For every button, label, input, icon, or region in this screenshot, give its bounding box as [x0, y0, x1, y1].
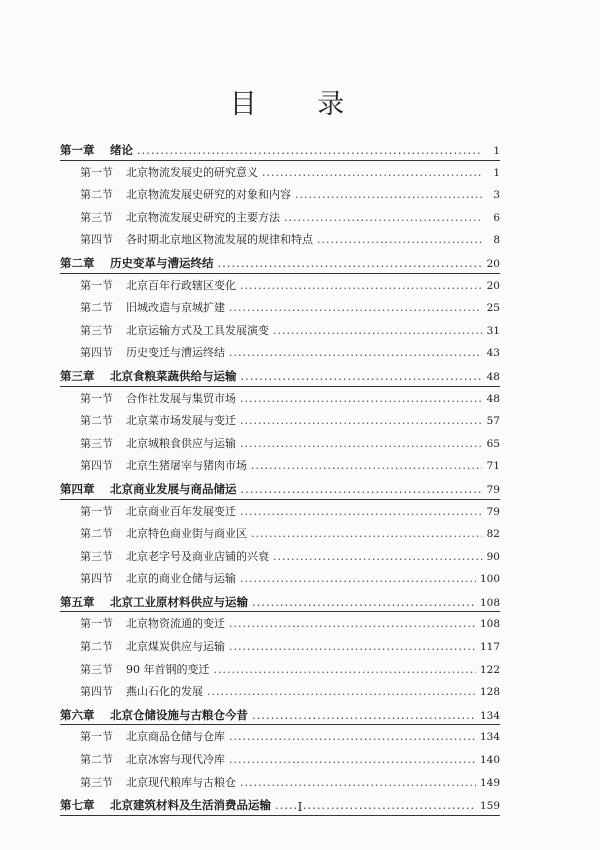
dot-leader [240, 275, 482, 298]
toc-section[interactable] [60, 455, 500, 478]
dot-leader [229, 636, 476, 659]
toc-entry-title: 北京物流发展史的研究意义 [126, 165, 258, 179]
toc-section[interactable] [60, 501, 500, 524]
toc-entry-page: 122 [479, 663, 500, 676]
toc-entry-label: 第二节 [80, 301, 113, 315]
toc-entry-page: 159 [479, 800, 500, 813]
toc-entry-label: 第四节 [80, 233, 113, 247]
toc-section[interactable] [60, 275, 500, 298]
dot-leader [252, 591, 476, 614]
page-number: I [297, 800, 303, 814]
toc-entry-title: 北京煤炭供应与运输 [126, 640, 225, 654]
toc-section[interactable] [60, 297, 500, 320]
toc-entry-label: 第二节 [80, 414, 113, 428]
toc-entry-title: 旧城改造与京城扩建 [126, 301, 225, 315]
toc-entry-page: 43 [486, 347, 500, 360]
toc-entry-label: 第二章 [60, 255, 95, 270]
toc-entry-label: 第七章 [60, 798, 95, 813]
toc-chapter[interactable] [60, 704, 500, 727]
dot-leader [284, 207, 482, 230]
toc-entry-title: 北京工业原材料供应与运输 [110, 594, 248, 609]
chapter-underline [60, 815, 500, 816]
toc-section[interactable] [60, 433, 500, 456]
toc-section[interactable] [60, 388, 500, 411]
dot-leader [229, 297, 482, 320]
toc-entry-label: 第三章 [60, 368, 95, 383]
toc-entry-title: 绪论 [110, 143, 133, 157]
toc-entry-title: 历史变迁与漕运终结 [126, 346, 225, 360]
toc-entry-title: 北京特色商业街与商业区 [126, 527, 247, 541]
toc-entry-title: 北京的商业仓储与运输 [126, 572, 236, 586]
dot-leader [240, 501, 482, 524]
chapter-underline [60, 273, 500, 274]
toc-entry-page: 128 [479, 686, 500, 699]
toc-entry-page: 149 [479, 776, 500, 789]
toc-entry-page: 31 [486, 324, 500, 337]
toc-entry-label: 第一节 [80, 391, 113, 405]
toc-section[interactable] [60, 546, 500, 569]
table-of-contents [60, 139, 500, 817]
toc-entry-page: 108 [479, 618, 500, 631]
toc-entry-label: 第三节 [80, 210, 113, 224]
toc-entry-page: 71 [486, 460, 500, 473]
toc-section[interactable] [60, 320, 500, 343]
dot-leader [273, 546, 482, 569]
dot-leader [295, 184, 482, 207]
toc-entry-page: 65 [486, 437, 500, 450]
toc-chapter[interactable] [60, 252, 500, 275]
toc-entry-page: 6 [493, 211, 500, 224]
chapter-underline [60, 160, 500, 161]
dot-leader [252, 704, 476, 727]
toc-section[interactable] [60, 568, 500, 591]
toc-entry-page: 1 [493, 166, 500, 179]
toc-entry-page: 82 [486, 528, 500, 541]
toc-entry-label: 第一节 [80, 278, 113, 292]
toc-entry-label: 第二节 [80, 527, 113, 541]
toc-entry-page: 140 [479, 754, 500, 767]
toc-entry-label: 第三节 [80, 323, 113, 337]
toc-entry-label: 第五章 [60, 594, 95, 609]
toc-entry-page: 48 [486, 392, 500, 405]
toc-entry-title: 北京商业发展与商品储运 [110, 481, 237, 496]
toc-section[interactable] [60, 636, 500, 659]
toc-entry-label: 第一节 [80, 617, 113, 631]
toc-entry-label: 第四节 [80, 685, 113, 699]
toc-entry-label: 第三节 [80, 436, 113, 450]
toc-chapter[interactable] [60, 365, 500, 388]
toc-entry-title: 历史变革与漕运终结 [110, 255, 214, 270]
toc-chapter[interactable] [60, 478, 500, 501]
dot-leader [240, 410, 482, 433]
toc-entry-page: 25 [486, 302, 500, 315]
toc-section[interactable] [60, 342, 500, 365]
toc-entry-page: 20 [486, 279, 500, 292]
dot-leader [240, 568, 476, 591]
toc-entry-label: 第四节 [80, 572, 113, 586]
dot-leader [229, 726, 476, 749]
toc-entry-page: 108 [479, 596, 500, 609]
toc-entry-label: 第一章 [60, 143, 95, 157]
toc-entry-title: 北京现代粮库与古粮仓 [126, 775, 236, 789]
toc-entry-title: 北京百年行政辖区变化 [126, 278, 236, 292]
toc-entry-page: 79 [486, 505, 500, 518]
toc-section[interactable] [60, 749, 500, 772]
page-title: 目 录 [229, 89, 371, 120]
dot-leader [251, 523, 482, 546]
toc-entry-label: 第四章 [60, 481, 95, 496]
toc-entry-label: 第三节 [80, 549, 113, 563]
toc-entry-title: 北京建筑材料及生活消费品运输 [110, 798, 271, 813]
toc-entry-title: 北京城粮食供应与运输 [126, 436, 236, 450]
toc-entry-page: 100 [479, 573, 500, 586]
chapter-underline [60, 386, 500, 387]
toc-section[interactable] [60, 229, 500, 252]
toc-section[interactable] [60, 659, 500, 682]
toc-entry-page: 117 [479, 641, 500, 654]
dot-leader [241, 478, 483, 501]
toc-section[interactable] [60, 162, 500, 185]
toc-entry-title: 各时期北京地区物流发展的规律和特点 [126, 233, 313, 247]
toc-entry-title: 北京商业百年发展变迁 [126, 504, 236, 518]
toc-entry-label: 第一节 [80, 730, 113, 744]
toc-entry-page: 48 [486, 370, 500, 383]
toc-section[interactable] [60, 681, 500, 704]
toc-entry-title: 北京物资流通的变迁 [126, 617, 225, 631]
dot-leader [137, 139, 482, 162]
chapter-underline [60, 499, 500, 500]
toc-entry-label: 第一节 [80, 165, 113, 179]
toc-entry-page: 8 [493, 234, 500, 247]
toc-entry-title: 北京冰窖与现代冷库 [126, 753, 225, 767]
toc-entry-page: 79 [486, 483, 500, 496]
dot-leader [251, 455, 482, 478]
dot-leader [240, 433, 482, 456]
toc-entry-title: 北京菜市场发展与变迁 [126, 414, 236, 428]
toc-entry-page: 1 [493, 145, 500, 157]
toc-entry-label: 第四节 [80, 459, 113, 473]
dot-leader [229, 342, 482, 365]
toc-entry-title: 北京生猪屠宰与猪肉市场 [126, 459, 247, 473]
toc-entry-page: 20 [486, 257, 500, 270]
toc-entry-title: 北京运输方式及工具发展演变 [126, 323, 269, 337]
toc-entry-title: 北京食粮菜蔬供给与运输 [110, 368, 237, 383]
toc-entry-label: 第二节 [80, 753, 113, 767]
dot-leader [317, 229, 482, 252]
toc-entry-label: 第三节 [80, 662, 113, 676]
toc-entry-label: 第四节 [80, 346, 113, 360]
toc-entry-page: 57 [486, 415, 500, 428]
toc-entry-label: 第二节 [80, 640, 113, 654]
toc-entry-title: 北京老字号及商业店铺的兴衰 [126, 549, 269, 563]
toc-entry-label: 第二节 [80, 188, 113, 202]
toc-section[interactable] [60, 726, 500, 749]
toc-entry-title: 90 年首钢的变迁 [126, 662, 210, 676]
toc-entry-page: 134 [479, 731, 500, 744]
toc-entry-page: 90 [486, 550, 500, 563]
dot-leader [273, 320, 482, 343]
toc-entry-title: 燕山石化的发展 [126, 685, 203, 699]
dot-leader [207, 681, 476, 704]
toc-section[interactable] [60, 410, 500, 433]
dot-leader [229, 613, 476, 636]
toc-section[interactable] [60, 772, 500, 795]
toc-section[interactable] [60, 613, 500, 636]
dot-leader [262, 162, 482, 185]
chapter-underline [60, 611, 500, 612]
toc-section[interactable] [60, 523, 500, 546]
toc-section[interactable] [60, 184, 500, 207]
toc-chapter[interactable] [60, 139, 500, 162]
dot-leader [229, 749, 476, 772]
toc-section[interactable] [60, 207, 500, 230]
dot-leader [241, 365, 483, 388]
toc-entry-label: 第三节 [80, 775, 113, 789]
dot-leader [218, 252, 483, 275]
toc-entry-page: 134 [479, 709, 500, 722]
toc-entry-title: 合作社发展与集贸市场 [126, 391, 236, 405]
toc-entry-label: 第六章 [60, 707, 95, 722]
toc-entry-title: 北京物流发展史研究的对象和内容 [126, 188, 291, 202]
toc-entry-title: 北京物流发展史研究的主要方法 [126, 210, 280, 224]
toc-entry-page: 3 [493, 189, 500, 202]
dot-leader [214, 659, 476, 682]
dot-leader [240, 772, 476, 795]
toc-entry-label: 第一节 [80, 504, 113, 518]
toc-chapter[interactable] [60, 591, 500, 614]
toc-entry-title: 北京仓储设施与古粮仓今昔 [110, 707, 248, 722]
toc-entry-title: 北京商品仓储与仓库 [126, 730, 225, 744]
dot-leader [240, 388, 482, 411]
chapter-underline [60, 724, 500, 725]
